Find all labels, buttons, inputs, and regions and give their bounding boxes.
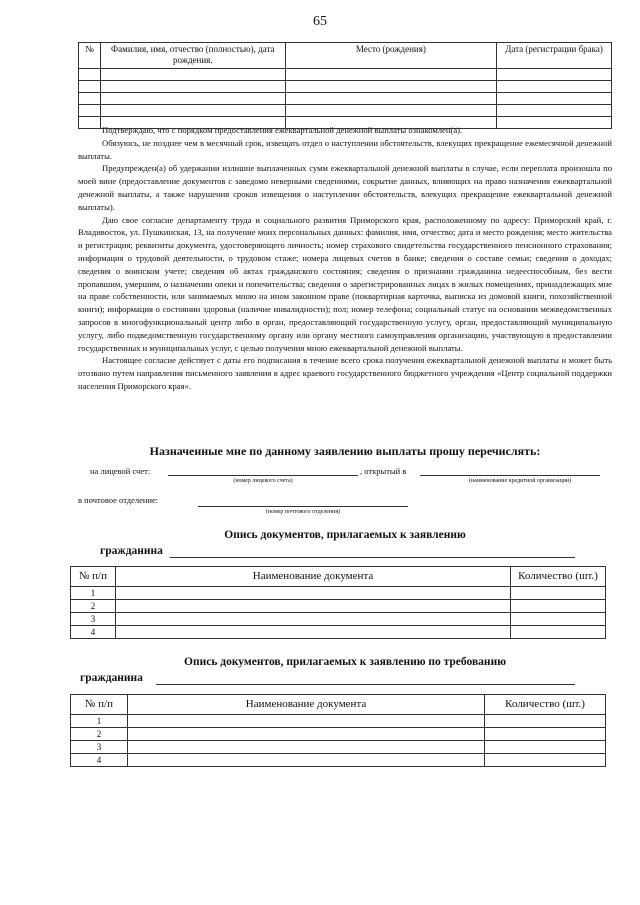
consent-validity-paragraph: Настоящее согласие действует с даты его подписания в течение всего срока получения ежеквартальной денежной выплаты и может быть отозвано путем направления письменного заявления в адрес краевого государственного бюджетного учреждения «Центр социальной поддержки населения Приморского края». — [78, 355, 612, 391]
inventory-col-number: № п/п — [71, 567, 116, 587]
row-number: 3 — [71, 741, 128, 754]
row-number: 2 — [71, 600, 116, 613]
family-row[interactable] — [79, 81, 612, 93]
account-number-field[interactable] — [168, 475, 358, 476]
table-row[interactable] — [71, 715, 606, 728]
account-caption: (номер лицевого счета) — [233, 478, 293, 484]
inventory-required-col-document: Наименование документа — [127, 695, 484, 715]
post-office-label: в почтовое отделение: — [78, 495, 159, 505]
citizen-name-field-2[interactable] — [156, 684, 575, 685]
row-number: 1 — [71, 587, 116, 600]
table-row[interactable] — [71, 600, 606, 613]
family-row[interactable] — [79, 93, 612, 105]
table-row[interactable] — [71, 754, 606, 767]
inventory-required-table — [70, 694, 606, 767]
row-number: 4 — [71, 754, 128, 767]
row-number: 1 — [71, 715, 128, 728]
inventory-col-document: Наименование документа — [115, 567, 510, 587]
family-members-table — [78, 42, 612, 129]
post-office-field[interactable] — [198, 506, 408, 507]
inventory-required-col-number: № п/п — [71, 695, 128, 715]
statement-text — [78, 124, 612, 393]
inventory-title: Опись документов, прилагаемых к заявлению — [224, 529, 466, 541]
bank-name-field[interactable] — [420, 475, 600, 476]
obligation-paragraph: Обязуюсь, не позднее чем в месячный срок, извещать отдел о наступлении обстоятельств, влекущих прекращение ежемесячной денежной выплаты. — [78, 137, 612, 161]
table-row[interactable] — [71, 613, 606, 626]
inventory-col-quantity: Количество (шт.) — [511, 567, 606, 587]
row-number: 4 — [71, 626, 116, 639]
table-row[interactable] — [71, 587, 606, 600]
table-row[interactable] — [71, 626, 606, 639]
consent-paragraph: Даю свое согласие департаменту труда и социального развития Приморского края, расположенному по адресу: Приморский край, г. Владивосток, ул. Пушкинская, 13, на получение моих персональных данных: фамилия, имя, отчество; дата и место рождения; место жительства и регистрация; реквизиты документа, удостоверяющего личность; номер страхового свидетельства государственного пенсионного страхования; информация о трудовой деятельности, о трудовом стаже; номера лицевых счетов в банке; сведения о составе семьи; сведения о доходах; сведения о воинском учете; сведения об актах гражданского состояния; сведения о признании гражданина недееспособным, без вести пропавшим, умершим, о назначении опеки и попечительства; сведения о зарегистрированных лицах в жилых помещениях, принадлежащих мне на праве собственности, или занимаемых мною на ином законном праве (поквартирная карточка, выписка из домовой книги, похозяйственной книги); информация о состоянии здоровья (наличие инвалидности); пол; номер телефона; социальный статус на основании межведомственных запросов в многофункциональный центр либо в орган, предоставляющий государственную услугу, орган, предоставляющий муниципальную услугу, либо подведомственную государственному органу или органу местного самоуправления организацию, участвующую в предоставлении государственных и муниципальных услуг, с целью получения мною ежеквартальной денежной выплаты. — [78, 214, 612, 353]
family-col-number: № — [79, 43, 101, 69]
warning-paragraph: Предупрежден(а) об удержании излишне выплаченных сумм ежеквартальной денежной выплаты в случае, если переплата произошла по моей вине (предоставление документов с заведомо неверными сведениями, сокрытие данных, влияющих на право назначения ежеквартальной денежной выплаты, а также нарушения сроков извещения о наступлении обстоятельств, влекущих прекращение ежеквартальной денежной выплаты). — [78, 163, 612, 212]
citizen-label-2: гражданина — [80, 672, 143, 684]
table-row[interactable] — [71, 728, 606, 741]
payment-heading: Назначенные мне по данному заявлению выплаты прошу перечислять: — [149, 444, 541, 458]
account-label: на лицевой счет: — [90, 466, 151, 476]
family-col-place: Место (рождения) — [285, 43, 497, 69]
citizen-name-field[interactable] — [170, 557, 575, 558]
inventory-required-title: Опись документов, прилагаемых к заявлению по требованию — [184, 656, 506, 668]
inventory-table — [70, 566, 606, 639]
family-row[interactable] — [79, 69, 612, 81]
family-col-name: Фамилия, имя, отчество (полностью), дата рождения. — [100, 43, 285, 69]
row-number: 2 — [71, 728, 128, 741]
post-office-caption: (номер почтового отделения) — [265, 509, 341, 515]
citizen-label: гражданина — [100, 545, 163, 557]
opened-in-label: , открытый в — [360, 466, 407, 476]
family-row[interactable] — [79, 105, 612, 117]
family-col-date: Дата (регистрации брака) — [497, 43, 612, 69]
bank-caption: (наименование кредитной организации) — [468, 478, 572, 484]
table-row[interactable] — [71, 741, 606, 754]
page-number: 65 — [313, 14, 327, 29]
row-number: 3 — [71, 613, 116, 626]
inventory-required-col-quantity: Количество (шт.) — [485, 695, 606, 715]
acknowledgement-paragraph: Подтверждаю, что с порядком предоставления ежеквартальной денежной выплаты ознакомлен(а). — [102, 125, 463, 135]
